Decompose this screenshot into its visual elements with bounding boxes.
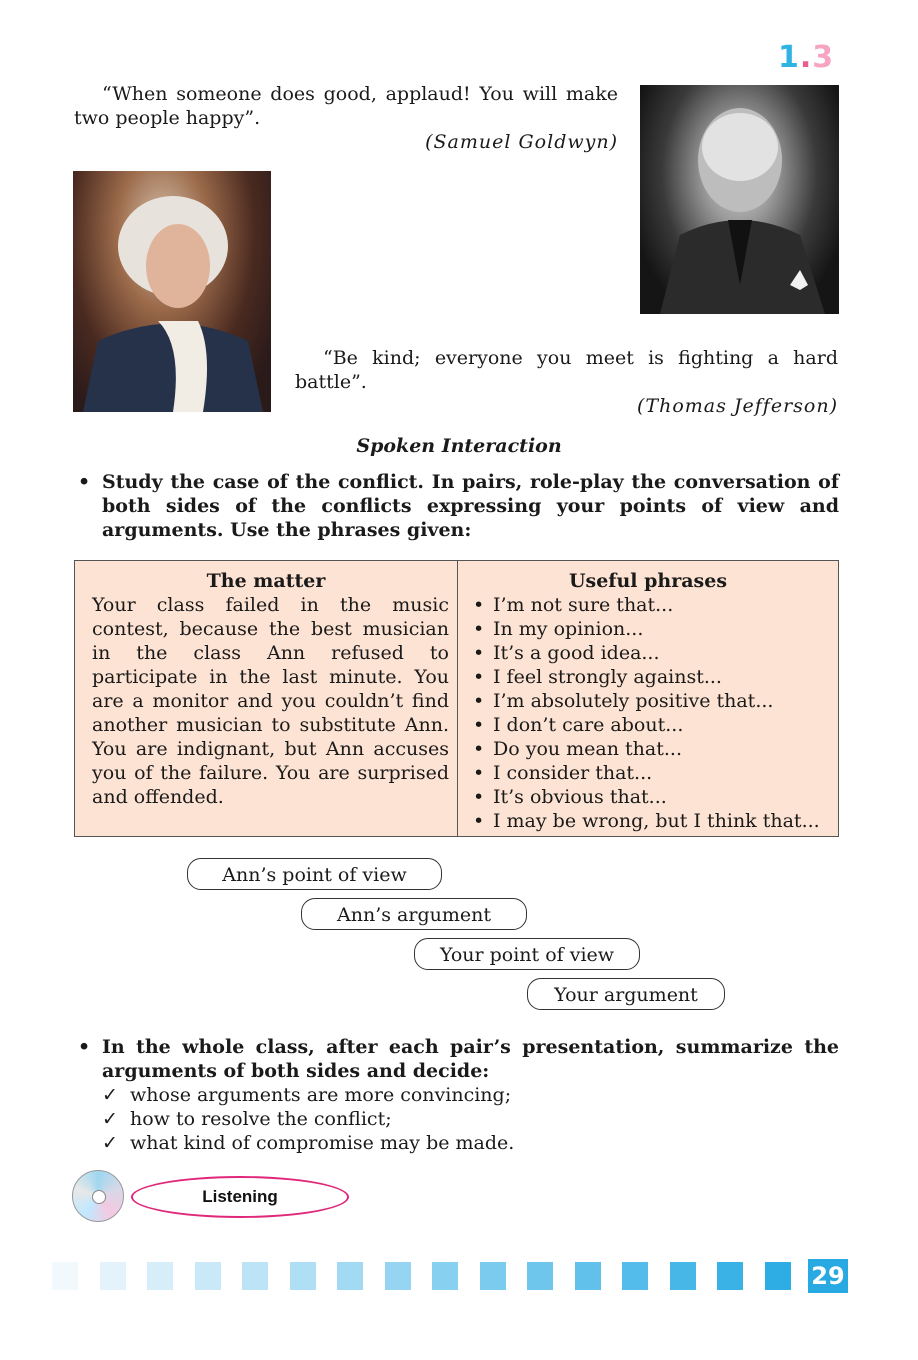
- list-item: • It’s a good idea...: [473, 642, 660, 664]
- section-marker: [778, 40, 834, 76]
- list-item: • I consider that...: [473, 762, 653, 784]
- phrases-header: Useful phrases: [568, 570, 728, 592]
- table-divider: [457, 561, 458, 836]
- list-item: ✓ how to resolve the conflict;: [102, 1108, 392, 1130]
- flow-step-anns-point-of-view: Ann’s point of view: [187, 858, 442, 890]
- list-item: ✓ what kind of compromise may be made.: [102, 1132, 515, 1154]
- goldwyn-portrait-photo: [640, 85, 839, 314]
- task-2-instruction: In the whole class, after each pair’s presentation, summarize the arguments of both sides and decide:: [102, 1036, 839, 1082]
- jefferson-portrait-painting: [73, 171, 271, 412]
- list-item: • In my opinion...: [473, 618, 644, 640]
- flow-step-anns-argument: Ann’s argument: [301, 898, 527, 930]
- bullet-icon: •: [78, 1036, 91, 1058]
- checkmark-icon: ✓: [102, 1108, 118, 1130]
- cd-icon: [72, 1170, 124, 1222]
- list-item: • I’m not sure that...: [473, 594, 674, 616]
- matter-text: Your class failed in the music contest, because the best musician in the class Ann refused to participate in the last minute. You are a monitor and you couldn’t find another musician to substitute Ann. You are indignant, but Ann accuses you of the failure. You are surprised and offended.: [92, 594, 449, 808]
- list-item: • I feel strongly against...: [473, 666, 722, 688]
- flow-step-your-argument: Your argument: [527, 978, 725, 1010]
- checkmark-icon: ✓: [102, 1132, 118, 1154]
- flow-step-your-point-of-view: Your point of view: [414, 938, 640, 970]
- bullet-icon: •: [78, 471, 91, 493]
- list-item: • It’s obvious that...: [473, 786, 667, 808]
- conflict-table: [74, 560, 839, 837]
- useful-phrases-list: [473, 593, 835, 833]
- checkmark-icon: ✓: [102, 1084, 118, 1106]
- decision-checklist: [102, 1083, 839, 1155]
- goldwyn-quote: “When someone does good, applaud! You will make two people happy”.: [74, 83, 618, 129]
- page-number: 29: [808, 1259, 848, 1293]
- list-item: • I don’t care about...: [473, 714, 684, 736]
- section-number-dot: .: [799, 40, 813, 75]
- section-heading: Spoken Interaction: [356, 435, 562, 457]
- listening-label: Listening: [131, 1176, 349, 1218]
- jefferson-quote: “Be kind; everyone you meet is fighting a hard battle”.: [295, 347, 838, 393]
- section-number-major: 1: [778, 40, 800, 75]
- section-number-minor: 3: [812, 40, 835, 75]
- list-item: • I may be wrong, but I think that...: [473, 810, 820, 832]
- jefferson-author: (Thomas Jefferson): [637, 395, 838, 417]
- task-1-instruction: Study the case of the conflict. In pairs, role-play the conversation of both sides of the conflicts expressing your points of view and arguments. Use the phrases given:: [102, 471, 839, 541]
- list-item: • I’m absolutely positive that...: [473, 690, 774, 712]
- list-item: ✓ whose arguments are more convincing;: [102, 1084, 512, 1106]
- goldwyn-author: (Samuel Goldwyn): [425, 131, 618, 153]
- matter-header: The matter: [206, 570, 326, 592]
- list-item: • Do you mean that...: [473, 738, 682, 760]
